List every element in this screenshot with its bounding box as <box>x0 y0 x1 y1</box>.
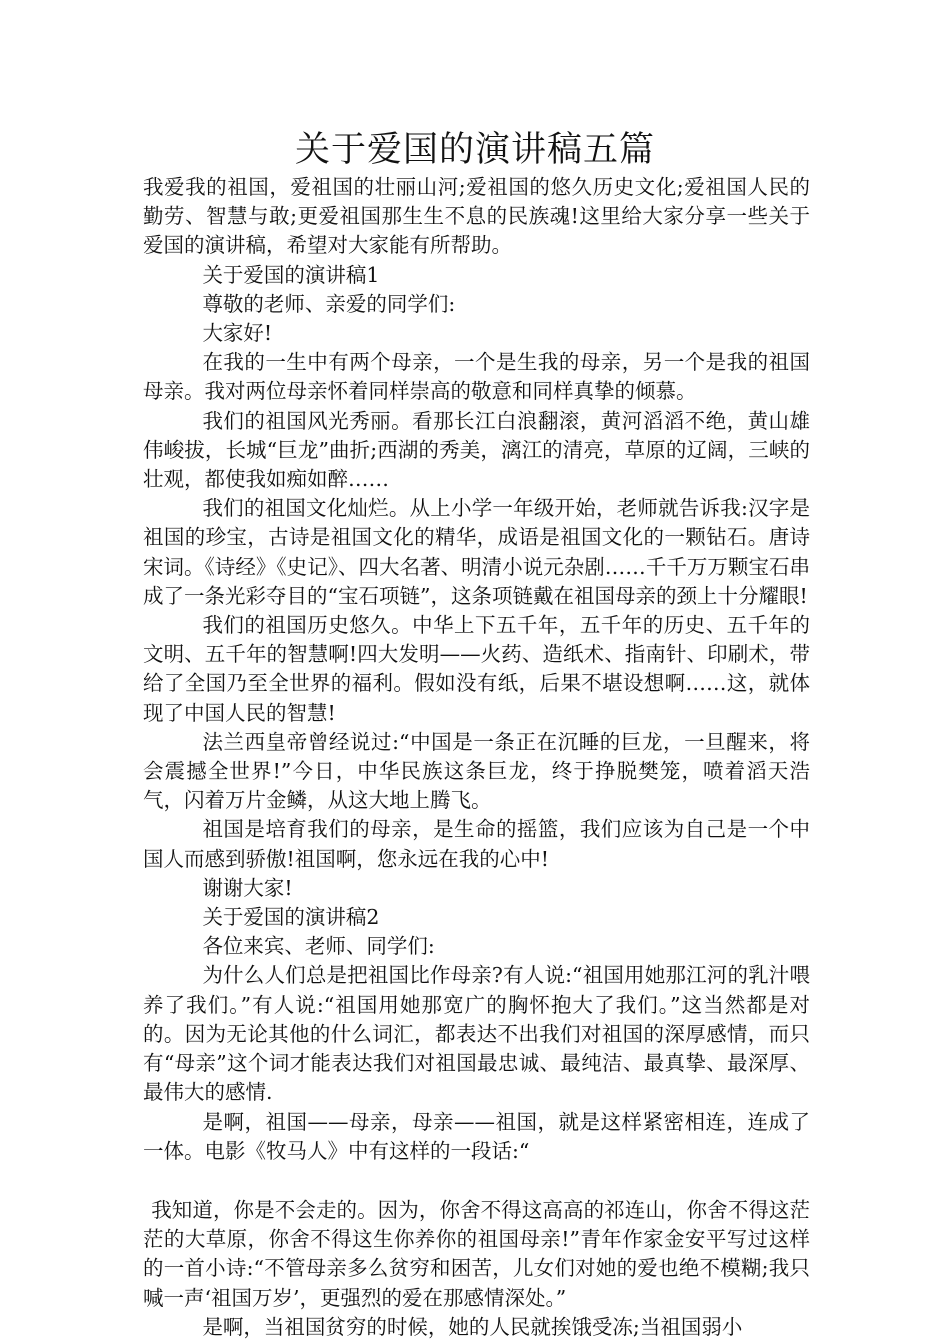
section-heading-1: 关于爱国的演讲稿1 <box>202 262 380 287</box>
document-body <box>143 173 810 1342</box>
body-paragraph: 我们的祖国历史悠久。中华上下五千年，五千年的历史、五千年的文明、五千年的智慧啊!四大发明——火药、造纸术、指南针、印刷术，带给了全国乃至全世界的福利。假如没有纸，后果不堪设想啊……这，就体现了中国人民的智慧! <box>143 613 810 725</box>
intro-paragraph: 我爱我的祖国，爱祖国的壮丽山河;爱祖国的悠久历史文化;爱祖国人民的勤劳、智慧与敢;更爱祖国那生生不息的民族魂!这里给大家分享一些关于爱国的演讲稿，希望对大家能有所帮助。 <box>143 175 810 258</box>
body-paragraph: 祖国是培育我们的母亲，是生命的摇篮，我们应该为自己是一个中国人而感到骄傲!祖国啊，您永远在我的心中! <box>143 817 810 871</box>
section-heading-2: 关于爱国的演讲稿2 <box>202 905 380 930</box>
body-paragraph: 在我的一生中有两个母亲，一个是生我的母亲，另一个是我的祖国母亲。我对两位母亲怀着同样崇高的敬意和同样真挚的倾慕。 <box>143 350 810 404</box>
greeting-1: 大家好! <box>202 321 273 346</box>
salutation-2: 各位来宾、老师、同学们: <box>202 934 435 959</box>
body-paragraph: 我们的祖国文化灿烂。从上小学一年级开始，老师就告诉我:汉字是祖国的珍宝，古诗是祖国文化的精华，成语是祖国文化的一颗钻石。唐诗宋词。《诗经》《史记》、四大名著、明清小说元杂剧……千千万万颗宝石串成了一条光彩夺目的“宝石项链”，这条项链戴在祖国母亲的颈上十分耀眼! <box>143 496 810 608</box>
quoted-paragraph: 我知道，你是不会走的。因为，你舍不得这高高的祁连山，你舍不得这茫茫的大草原，你舍不得这生你养你的祖国母亲!”青年作家金安平写过这样的一首小诗:“不管母亲多么贫穷和困苦，儿女们对她的爱也绝不模糊;我只喊一声‘祖国万岁’，更强烈的爱在那感情深处。” <box>143 1197 810 1310</box>
body-paragraph: 我们的祖国风光秀丽。看那长江白浪翻滚，黄河滔滔不绝，黄山雄伟峻拔，长城“巨龙”曲折;西湖的秀美，漓江的清亮，草原的辽阔，三峡的壮观，都使我如痴如醉…… <box>143 408 810 492</box>
body-paragraph: 是啊，当祖国贫穷的时候，她的人民就挨饿受冻;当祖国弱小 <box>202 1314 743 1339</box>
body-paragraph: 法兰西皇帝曾经说过:“中国是一条正在沉睡的巨龙，一旦醒来，将会震撼全世界!”今日，中华民族这条巨龙，终于挣脱樊笼，喷着滔天浩气，闪着万片金鳞，从这大地上腾飞。 <box>143 729 810 813</box>
closing-1: 谢谢大家! <box>202 875 293 900</box>
body-paragraph: 是啊，祖国——母亲，母亲——祖国，就是这样紧密相连，连成了一体。电影《牧马人》中有这样的一段话:“ <box>143 1109 810 1163</box>
paragraph-spacer <box>143 1166 810 1196</box>
body-paragraph: 为什么人们总是把祖国比作母亲?有人说:“祖国用她那江河的乳汁喂养了我们。”有人说:“祖国用她那宽广的胸怀抱大了我们。”这当然都是对的。因为无论其他的什么词汇，都表达不出我们对祖国的深厚感情，而只有“母亲”这个词才能表达我们对祖国最忠诚、最纯洁、最真挚、最深厚、最伟大的感情. <box>143 963 810 1105</box>
salutation-1: 尊敬的老师、亲爱的同学们: <box>202 291 456 316</box>
document-title: 关于爱国的演讲稿五篇 <box>294 130 655 170</box>
